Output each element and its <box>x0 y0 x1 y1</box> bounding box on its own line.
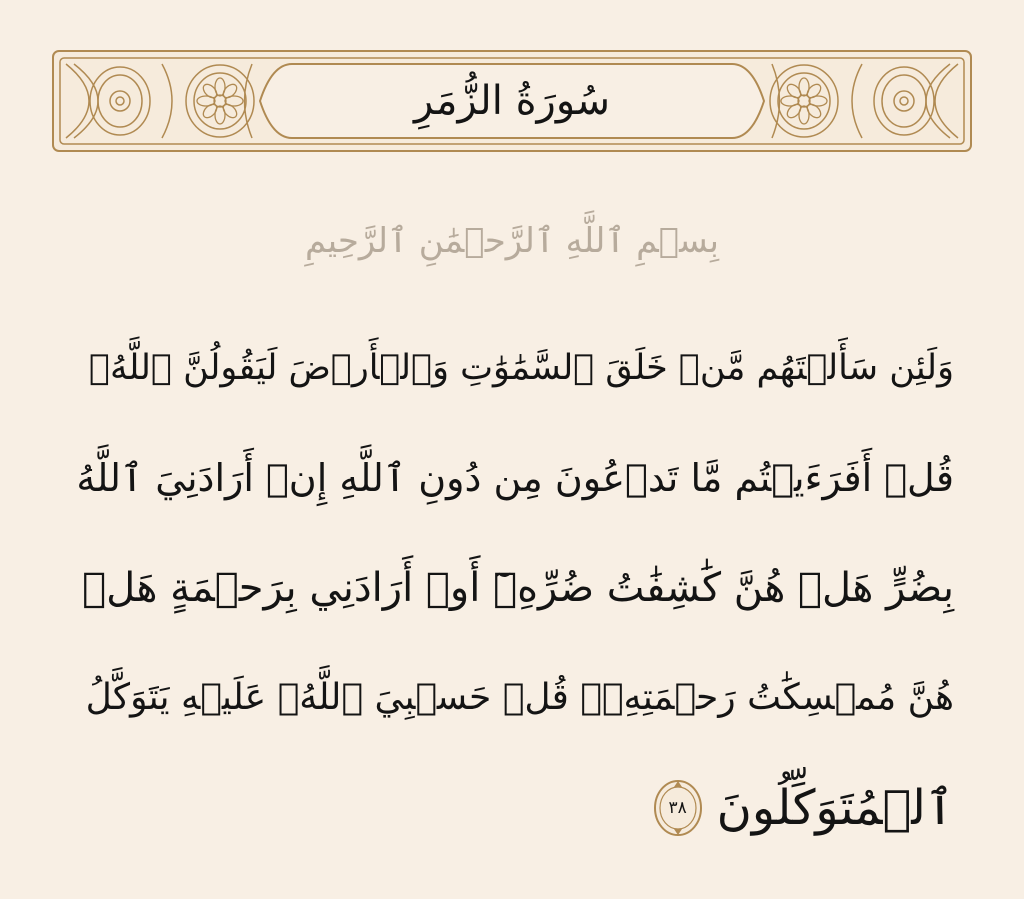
verse-line-5-text: ٱلۡمُتَوَكِّلُونَ <box>716 780 954 836</box>
verse-line-1: وَلَئِن سَأَلۡتَهُم مَّنۡ خَلَقَ ٱلسَّمَٰوَٰتِ وَٱلۡأَرۡضَ لَيَقُولُنَّ ٱللَّهُۚ <box>88 347 954 388</box>
ayah-number: ٣٨ <box>668 797 687 818</box>
verse-text <box>70 318 954 878</box>
surah-name: سُورَةُ الزُّمَرِ <box>413 78 611 124</box>
verse-line-5 <box>70 758 954 858</box>
verse-line-3: بِضُرٍّ هَلۡ هُنَّ كَٰشِفَٰتُ ضُرِّهِۦٓ أَوۡ أَرَادَنِي بِرَحۡمَةٍ هَلۡ <box>82 565 954 611</box>
verse-line-4: هُنَّ مُمۡسِكَٰتُ رَحۡمَتِهِۦۚ قُلۡ حَسۡبِيَ ٱللَّهُۖ عَلَيۡهِ يَتَوَكَّلُ <box>85 677 954 718</box>
verse-line-2: قُلۡ أَفَرَءَيۡتُم مَّا تَدۡعُونَ مِن دُونِ ٱللَّهِ إِنۡ أَرَادَنِيَ ٱللَّهُ <box>76 456 954 500</box>
ayah-end-marker <box>653 779 703 837</box>
basmala: بِسۡمِ ٱللَّهِ ٱلرَّحۡمَٰنِ ٱلرَّحِيمِ <box>305 220 719 261</box>
surah-header-frame <box>52 50 972 152</box>
